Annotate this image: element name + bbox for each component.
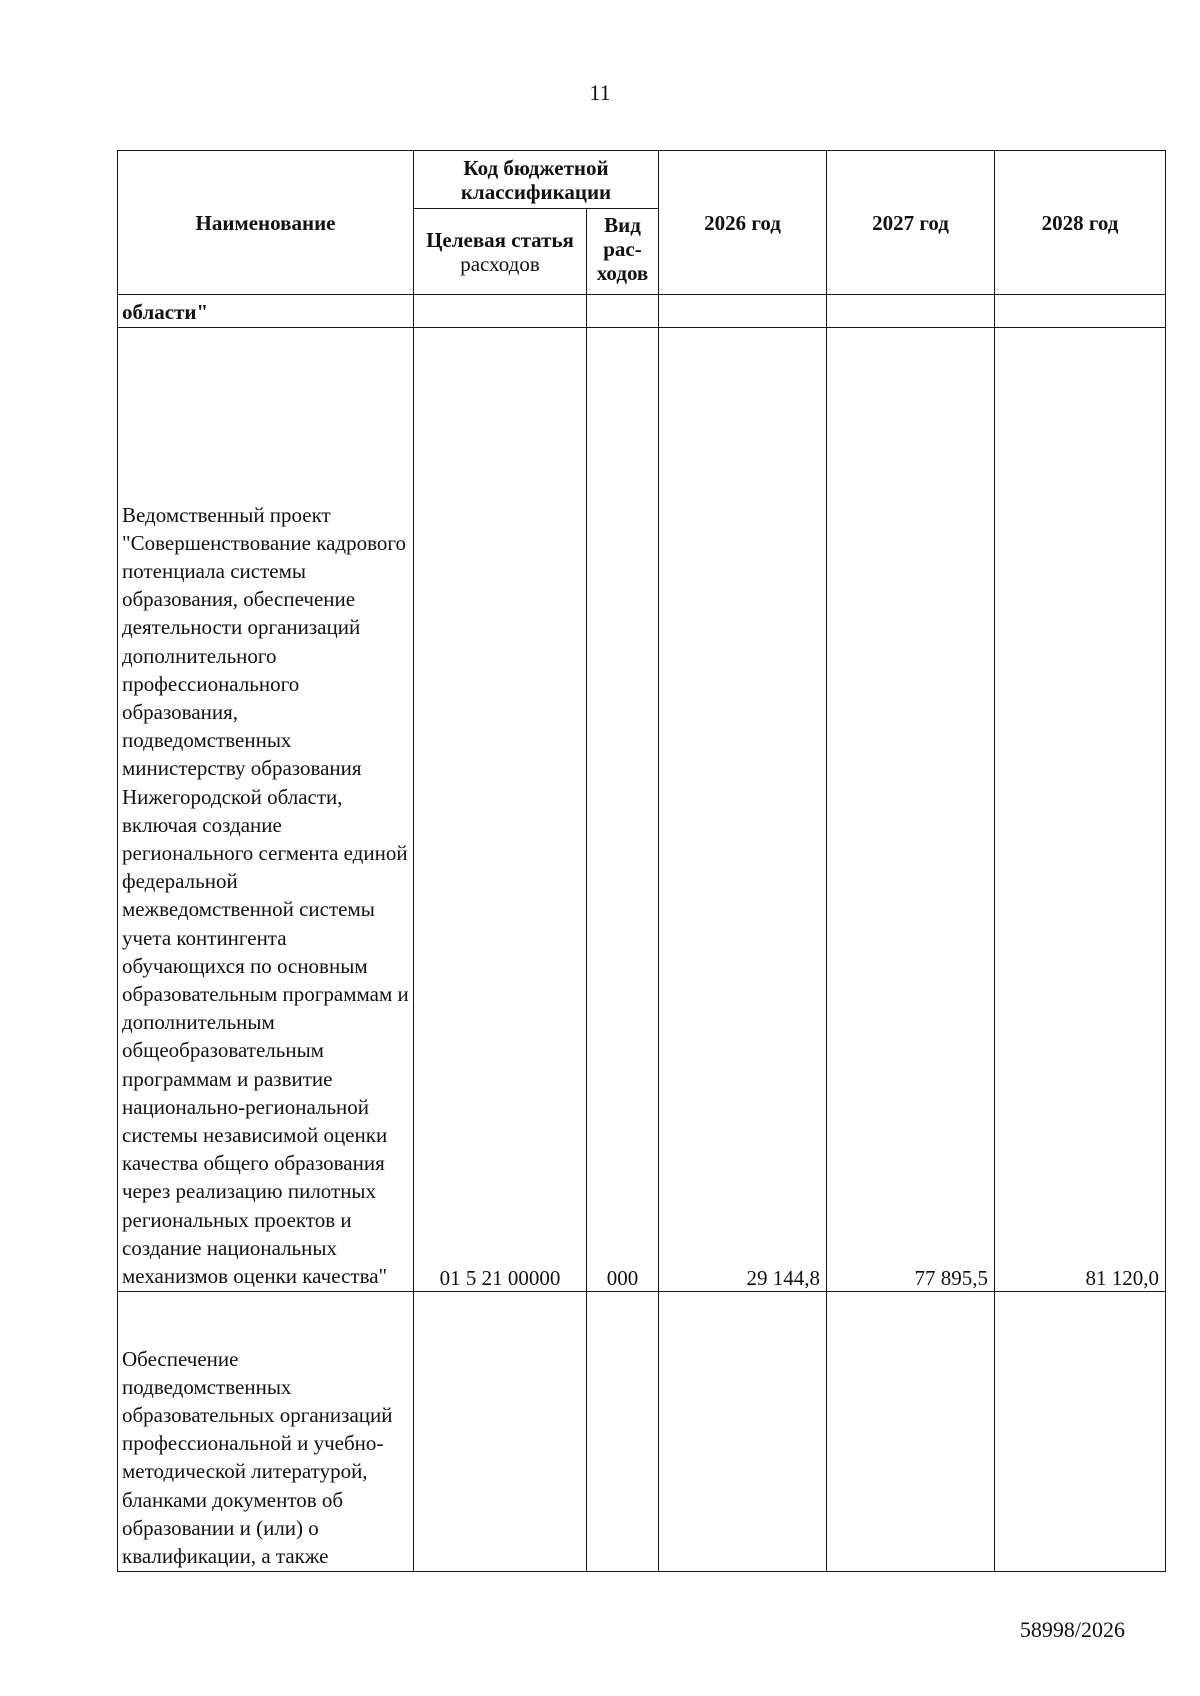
document-id: 58998/2026	[1019, 1617, 1125, 1642]
row-value-2028	[995, 1292, 1166, 1572]
budget-table	[117, 150, 1166, 1572]
row-value-2027: 77 895,5	[827, 328, 995, 1292]
header-target-line1: Целевая статья	[426, 227, 574, 252]
table-row	[118, 1292, 1166, 1572]
header-code-group: Код бюджетной классификации	[414, 151, 659, 209]
row-value-2026: 29 144,8	[659, 328, 827, 1292]
page-number: 11	[589, 80, 611, 105]
header-name: Наименование	[118, 151, 414, 295]
row-vid	[587, 1292, 659, 1572]
table-row	[118, 295, 1166, 328]
row-code: 01 5 21 00000	[414, 328, 587, 1292]
row-code	[414, 1292, 587, 1572]
row-value-2027	[827, 295, 995, 328]
row-value-2027	[827, 1292, 995, 1572]
row-code	[414, 295, 587, 328]
header-expense-type: Вид рас-ходов	[587, 209, 659, 295]
row-name: Обеспечение подведомственных образовательных организаций профессиональной и учебно-методической литературой, бланками документов об образовании и (или) о квалификации, а также	[118, 1292, 414, 1572]
header-year-2027: 2027 год	[827, 151, 995, 295]
row-value-2026	[659, 295, 827, 328]
row-value-2026	[659, 1292, 827, 1572]
row-value-2028: 81 120,0	[995, 328, 1166, 1292]
header-target-article	[414, 209, 587, 295]
row-name: Ведомственный проект "Совершенствование кадрового потенциала системы образования, обеспечение деятельности организаций дополнительного профессионального образования, подведомственных министерству образования Нижегородской области, включая создание регионального сегмента единой федеральной межведомственной системы учета контингента обучающихся по основным образовательным программам и дополнительным общеобразовательным программам и развитие национально-региональной системы независимой оценки качества общего образования через реализацию пилотных региональных проектов и создание национальных механизмов оценки качества"	[118, 328, 414, 1292]
header-year-2028: 2028 год	[995, 151, 1166, 295]
row-value-2028	[995, 295, 1166, 328]
header-year-2026: 2026 год	[659, 151, 827, 295]
row-vid	[587, 295, 659, 328]
row-name: области"	[118, 295, 414, 328]
table-row	[118, 328, 1166, 1292]
header-target-line2: расходов	[460, 251, 540, 276]
row-vid: 000	[587, 328, 659, 1292]
